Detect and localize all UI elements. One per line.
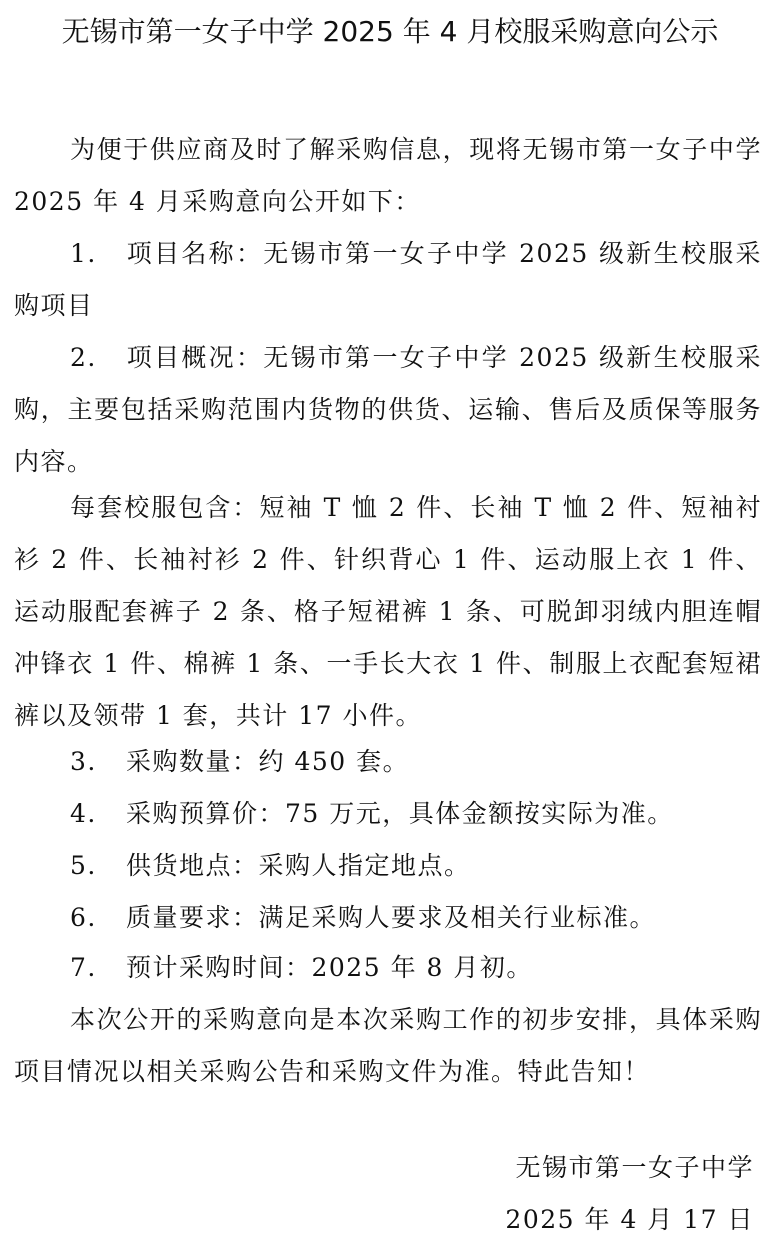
intro-paragraph: 为便于供应商及时了解采购信息，现将无锡市第一女子中学 2025 年 4 月采购意向公开如下：: [14, 135, 762, 216]
item-6: [14, 892, 762, 944]
closing-paragraph: 本次公开的采购意向是本次采购工作的初步安排，具体采购项目情况以相关采购公告和采购文件为准。特此告知！: [14, 1005, 762, 1086]
item-7: [14, 942, 762, 994]
item-number: 4.: [70, 799, 97, 828]
item-text: 供货地点：采购人指定地点。: [126, 851, 471, 880]
signature-organization: 无锡市第一女子中学: [515, 1153, 754, 1182]
item-number: 1.: [70, 239, 97, 268]
signature-date: 2025 年 4 月 17 日: [505, 1205, 754, 1234]
item-number: 7.: [70, 953, 97, 982]
item-text: 采购预算价：75 万元，具体金额按实际为准。: [126, 799, 674, 828]
item-text: 采购数量：约 450 套。: [126, 747, 410, 776]
item-text: 项目概况：无锡市第一女子中学 2025 级新生校服采购，主要包括采购范围内货物的供货、运输、售后及质保等服务内容。: [14, 343, 762, 476]
item-number: 6.: [70, 903, 97, 932]
item-4: [14, 788, 762, 840]
item-number: 5.: [70, 851, 97, 880]
item-text: 质量要求：满足采购人要求及相关行业标准。: [126, 903, 657, 932]
item-text: 项目名称：无锡市第一女子中学 2025 级新生校服采购项目: [14, 239, 762, 320]
item-2: [14, 332, 762, 488]
item-text: 预计采购时间：2025 年 8 月初。: [126, 953, 533, 982]
item-3: [14, 736, 762, 788]
item-5: [14, 840, 762, 892]
item-number: 2.: [70, 343, 97, 372]
item-number: 3.: [70, 747, 97, 776]
document-title: 无锡市第一女子中学 2025 年 4 月校服采购意向公示: [61, 15, 719, 48]
uniform-contents-paragraph: 每套校服包含：短袖 T 恤 2 件、长袖 T 恤 2 件、短袖衬衫 2 件、长袖衬衫 2 件、针织背心 1 件、运动服上衣 1 件、运动服配套裤子 2 条、格子短裙裤 1 条、可脱卸羽绒内胆连帽冲锋衣 1 件、棉裤 1 条、一手长大衣 1 件、制服上衣配套短裙裤以及领带 1 套，共计 17 小件。: [14, 493, 762, 730]
item-1: [14, 228, 762, 332]
